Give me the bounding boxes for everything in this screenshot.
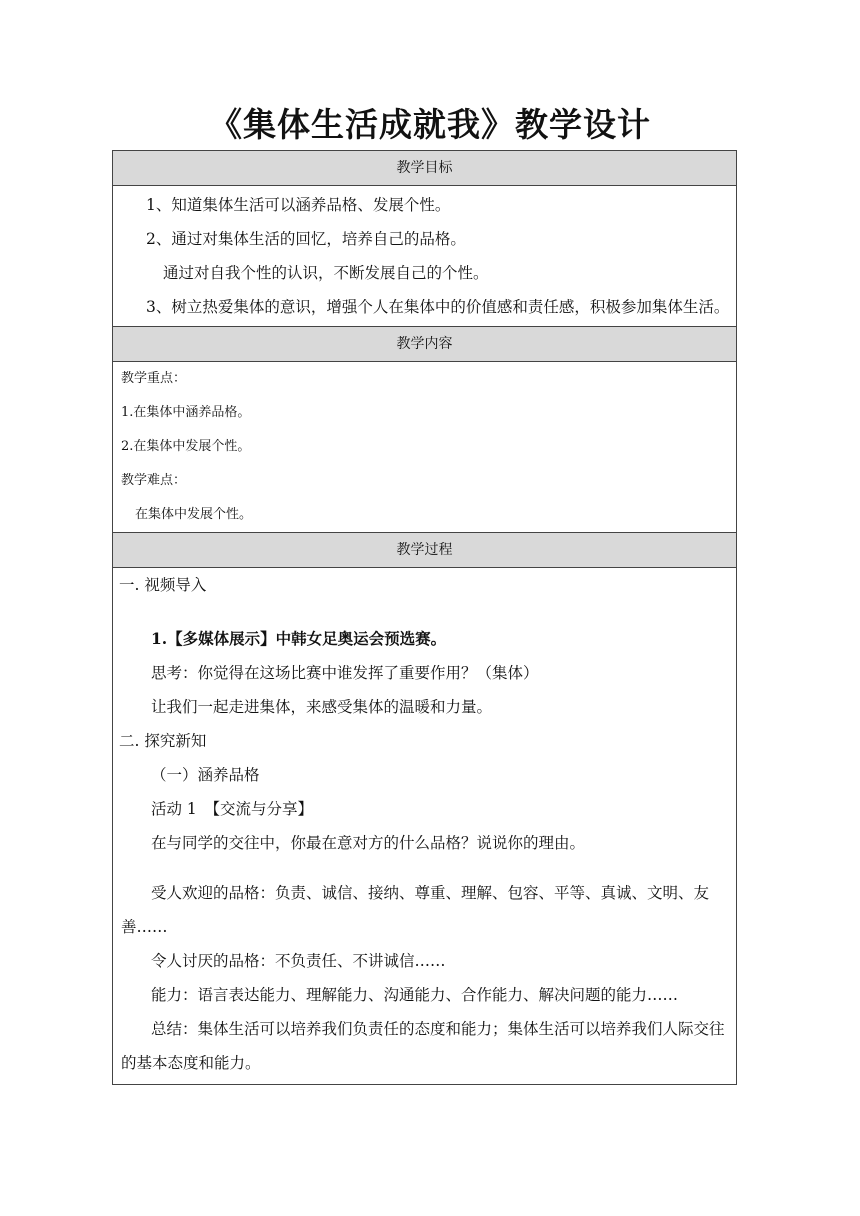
activity-question: 在与同学的交往中，你最在意对方的什么品格？说说你的理由。	[151, 834, 586, 852]
key-point-1: 1.在集体中涵养品格。	[121, 405, 251, 420]
goal-line-1: 1、知道集体生活可以涵养品格、发展个性。	[146, 196, 451, 214]
process-header: 教学过程	[113, 533, 736, 568]
step-1-heading: 一. 视频导入	[119, 576, 207, 594]
key-point-2: 2.在集体中发展个性。	[121, 439, 251, 454]
subsection-heading: （一）涵养品格	[151, 766, 260, 784]
lesson-plan-table	[112, 150, 737, 1085]
welcome-traits: 受人欢迎的品格：负责、诚信、接纳、尊重、理解、包容、平等、真诚、文明、友善……	[121, 884, 710, 936]
goal-line-2: 2、通过对集体生活的回忆，培养自己的品格。	[146, 230, 466, 248]
goals-header: 教学目标	[113, 151, 736, 186]
goals-section	[113, 186, 736, 327]
disliked-traits: 令人讨厌的品格：不负责任、不讲诚信……	[151, 952, 446, 970]
intro-line: 让我们一起走进集体，来感受集体的温暖和力量。	[151, 698, 493, 716]
content-header: 教学内容	[113, 327, 736, 362]
multimedia-line: 1.【多媒体展示】中韩女足奥运会预选赛。	[151, 629, 447, 648]
key-points-label: 教学重点：	[121, 371, 187, 386]
goal-line-4: 3、树立热爱集体的意识，增强个人在集体中的价值感和责任感，积极参加集体生活。	[146, 298, 730, 316]
summary-line: 总结：集体生活可以培养我们负责任的态度和能力；集体生活可以培养我们人际交往的基本态度和能力。	[121, 1020, 725, 1072]
activity-1-title: 活动 1 【交流与分享】	[151, 800, 314, 818]
think-question: 思考：你觉得在这场比赛中谁发挥了重要作用？（集体）	[151, 664, 539, 682]
abilities-line: 能力：语言表达能力、理解能力、沟通能力、合作能力、解决问题的能力……	[151, 986, 679, 1004]
difficult-point-1: 在集体中发展个性。	[135, 507, 253, 522]
difficult-points-label: 教学难点：	[121, 473, 187, 488]
step-2-heading: 二. 探究新知	[119, 732, 207, 750]
document-title: 《集体生活成就我》教学设计	[209, 105, 651, 144]
goal-line-3: 通过对自我个性的认识，不断发展自己的个性。	[163, 264, 489, 282]
process-section	[113, 568, 736, 1084]
content-section	[113, 362, 736, 533]
